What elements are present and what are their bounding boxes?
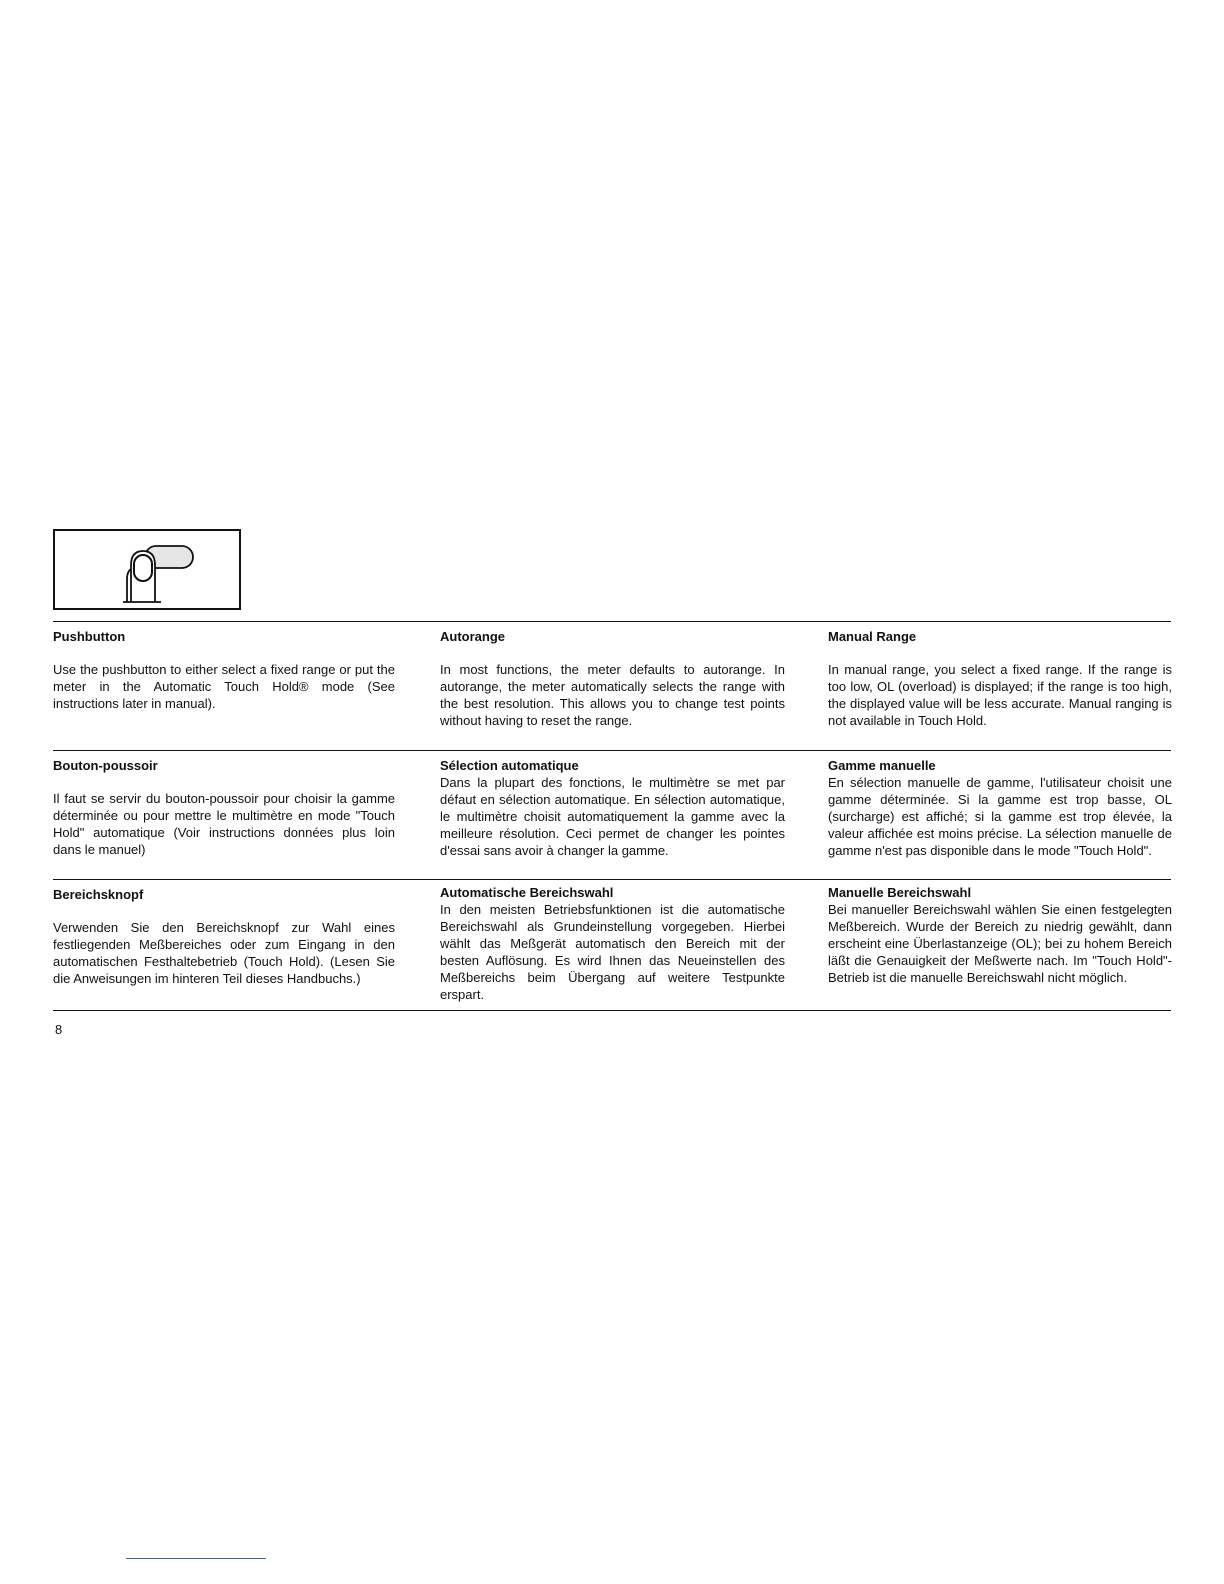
section-body: En sélection manuelle de gamme, l'utilisateur choisit une gamme déterminée. Si la gamme est trop basse, OL (surcharge) est affiché; si la gamme est trop élevée, la valeur affichée est moins précise. La sélection manuelle de gamme n'est pas disponible dans le mode "Touch Hold".: [828, 775, 1172, 858]
section-body: In den meisten Betriebsfunktionen ist die automatische Bereichswahl als Grundeinstellung vorgegeben. Hierbei wählt das Meßgerät automatisch den Bereich mit der besten Auflösung. Es wird Ihnen das Neueinstellen des Meßbereichs beim Übergang auf weitere Testpunkte erspart.: [440, 902, 785, 1002]
autorange-section: [440, 629, 785, 729]
section-title: Automatische Bereichswahl: [440, 885, 614, 900]
section-title: Manual Range: [828, 629, 917, 644]
bouton-poussoir-section: [53, 758, 395, 858]
section-title: Manuelle Bereichswahl: [828, 885, 972, 900]
section-title: Autorange: [440, 629, 505, 644]
selection-automatique-section: [440, 758, 785, 859]
divider-english-french: [53, 750, 1171, 751]
manuelle-bereichswahl-section: [828, 885, 1172, 986]
section-body: In most functions, the meter defaults to autorange. In autorange, the meter automatically selects the range with the best resolution. This allows you to change test points without having to reset the range.: [440, 662, 785, 728]
section-body: Dans la plupart des fonctions, le multimètre se met par défaut en sélection automatique. En sélection automatique, le multimètre choisit automatiquement la gamme avec la meilleure résolution. Ceci permet de changer les pointes d'essai sans avoir à changer la gamme.: [440, 775, 785, 858]
section-title: Bereichsknopf: [53, 887, 144, 902]
section-title: Pushbutton: [53, 629, 126, 644]
page-number: 8: [55, 1022, 63, 1037]
gamme-manuelle-section: [828, 758, 1172, 859]
section-title: Gamme manuelle: [828, 758, 936, 773]
section-title: Bouton-poussoir: [53, 758, 158, 773]
automatische-bereichswahl-section: [440, 885, 785, 1003]
section-body: In manual range, you select a fixed range. If the range is too low, OL (overload) is displayed; if the range is too high, the displayed value will be less accurate. Manual ranging is not available in Touch Hold.: [828, 662, 1172, 728]
pushbutton-illustration: [53, 529, 241, 610]
divider-french-german: [53, 879, 1171, 880]
divider-top: [53, 621, 1171, 622]
scan-edge-line: [126, 1558, 266, 1559]
section-body: Bei manueller Bereichswahl wählen Sie einen festgelegten Meßbereich. Wurde der Bereich zu niedrig gewählt, dann erscheint eine Überlastanzeige (OL); bei zu hohem Bereich läßt die Genauigkeit der Meßwerte nach. Im "Touch Hold"-Betrieb ist die manuelle Bereichswahl nicht möglich.: [828, 902, 1172, 985]
section-body: Il faut se servir du bouton-poussoir pour choisir la gamme déterminée ou pour mettre le multimètre en mode "Touch Hold" automatique (Voir instructions données plus loin dans le manuel): [53, 791, 395, 857]
pushbutton-section: [53, 629, 395, 712]
section-title: Sélection automatique: [440, 758, 579, 773]
bereichsknopf-section: [53, 887, 395, 987]
section-body: Use the pushbutton to either select a fixed range or put the meter in the Automatic Touch Hold® mode (See instructions later in manual).: [53, 662, 395, 711]
section-body: Verwenden Sie den Bereichsknopf zur Wahl eines festliegenden Meßbereiches oder zum Eingang in den automatischen Festhaltebetrieb (Touch Hold). (Lesen Sie die Anweisungen im hinteren Teil dieses Handbuchs.): [53, 920, 395, 986]
manual-range-section: [828, 629, 1172, 729]
divider-bottom: [53, 1010, 1171, 1011]
finger-press-icon: [115, 539, 199, 605]
